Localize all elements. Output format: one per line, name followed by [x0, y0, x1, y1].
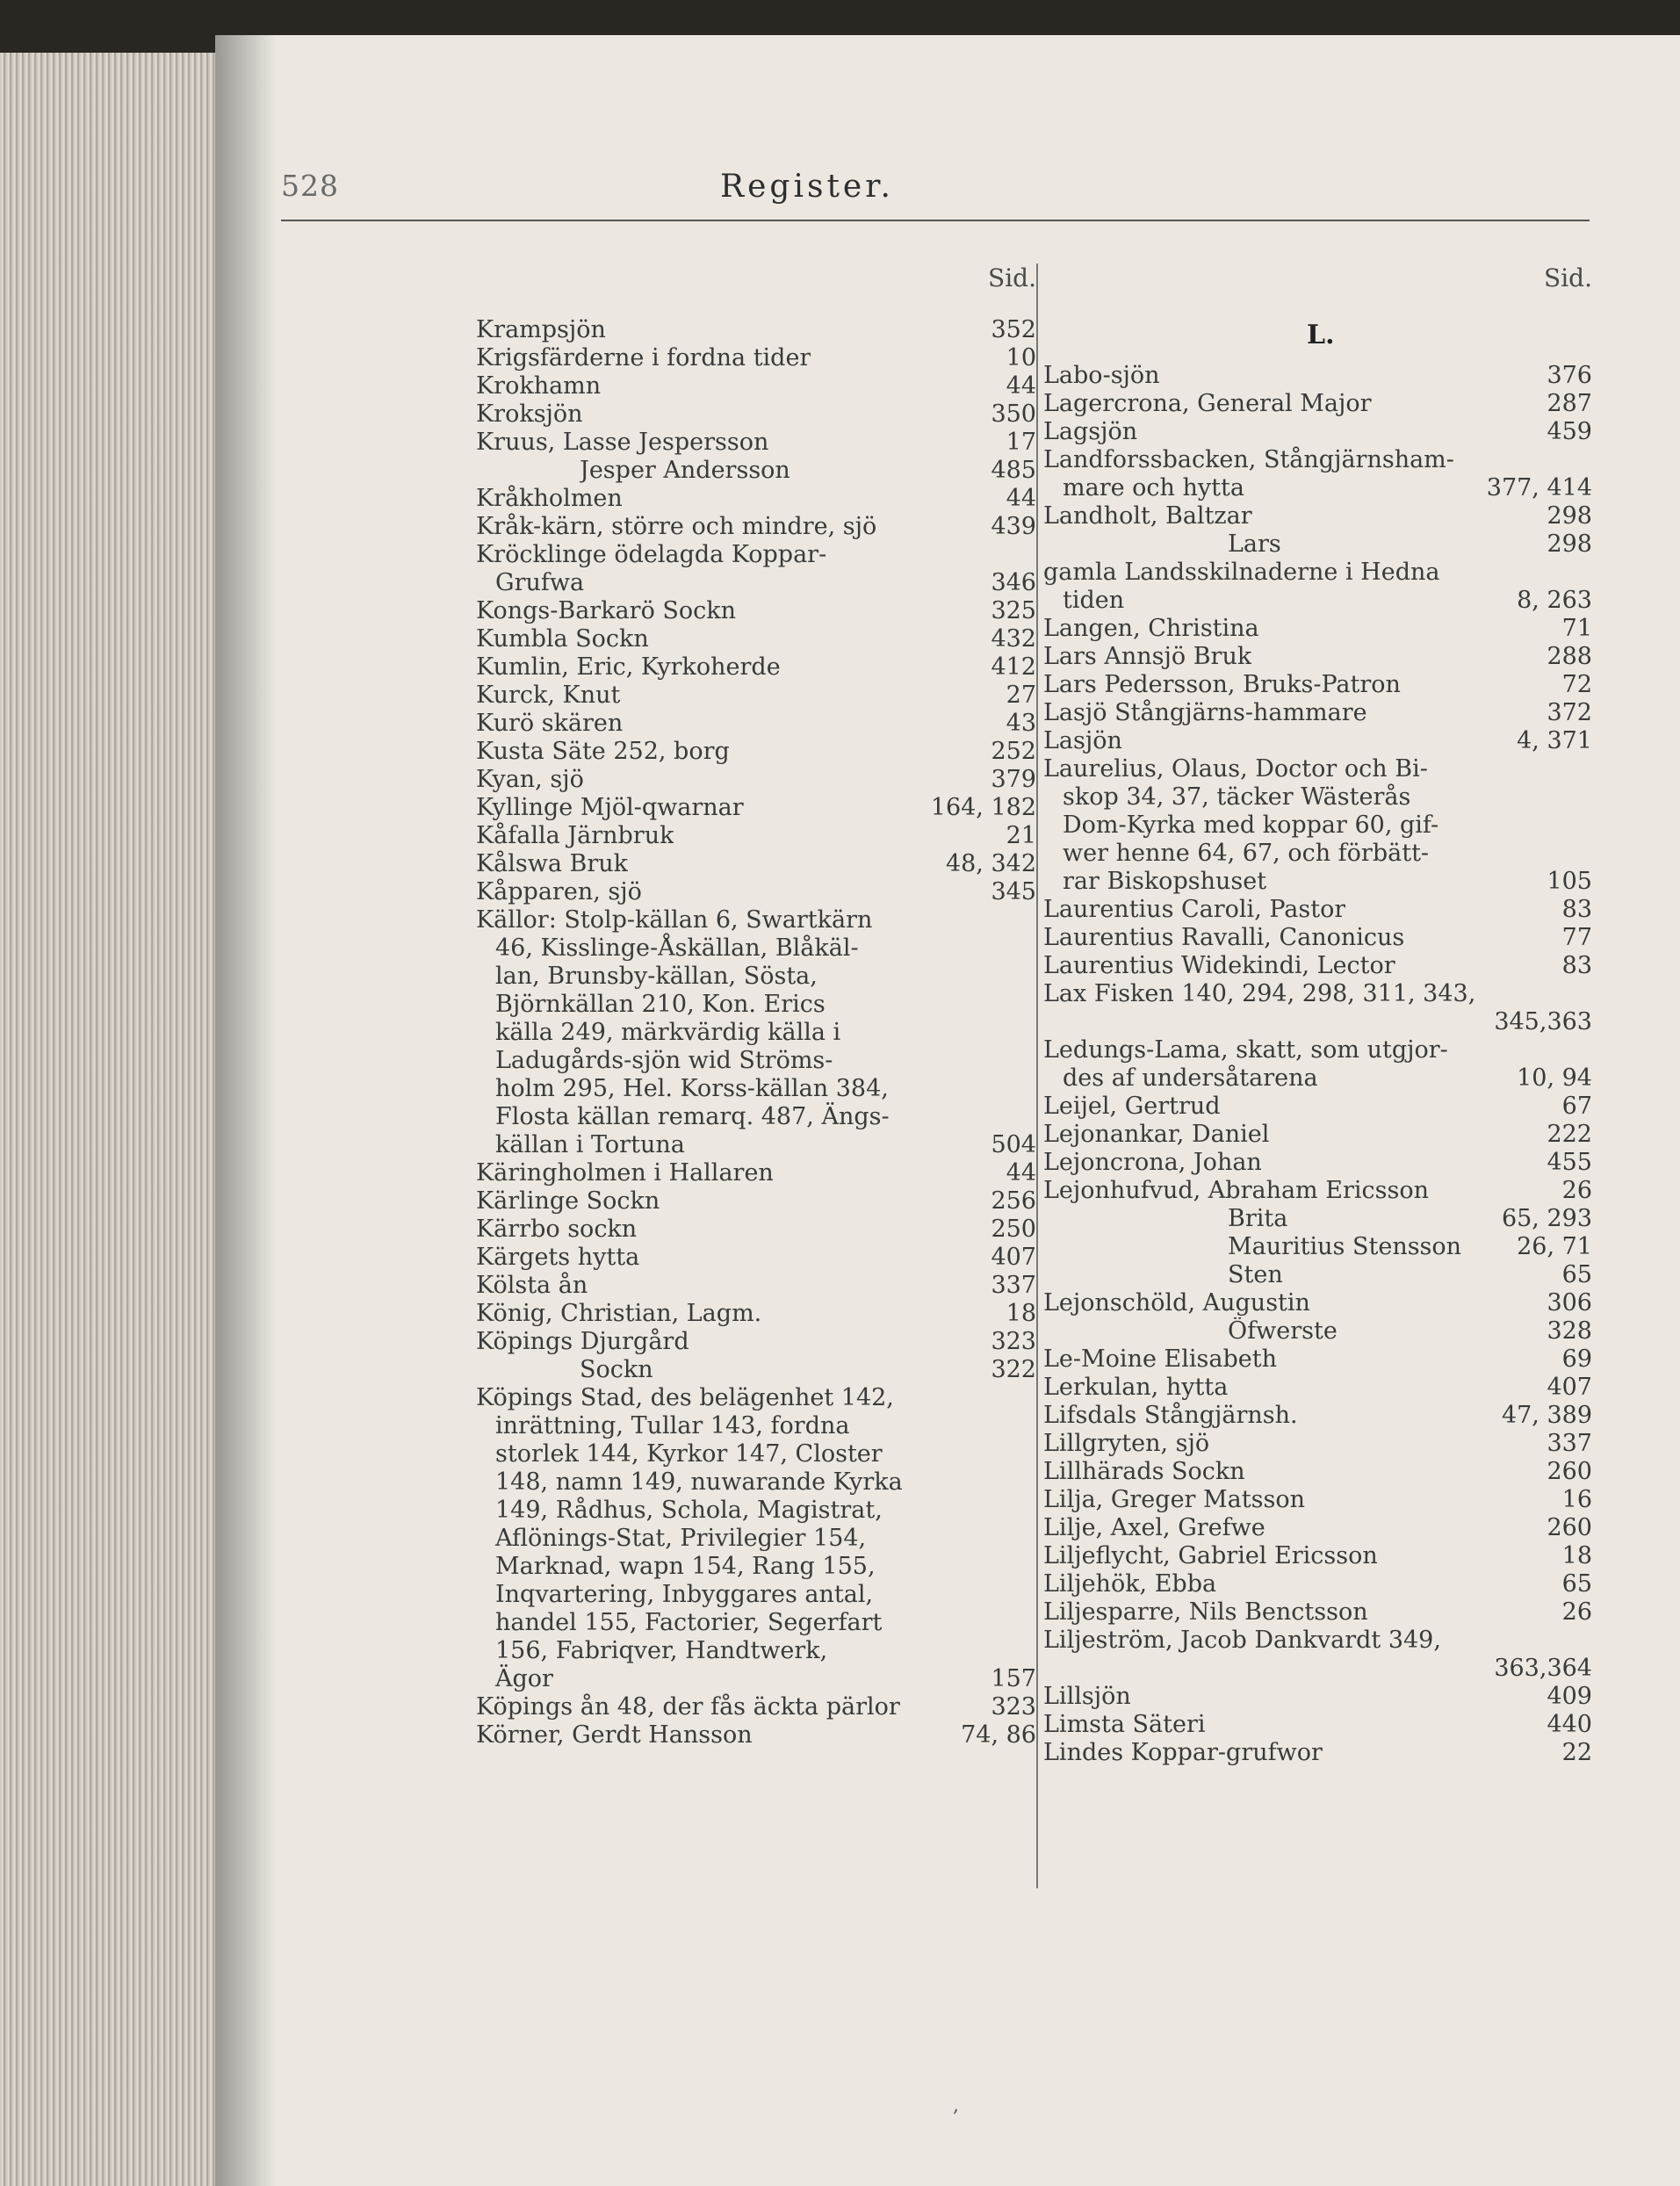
page-reference: 352	[991, 316, 1036, 343]
index-entry	[1043, 1149, 1592, 1177]
entry-text: Kärgets hytta	[476, 1244, 640, 1271]
page-reference: 10	[1006, 344, 1036, 372]
page-reference: 364	[1547, 1655, 1592, 1682]
page-reference: 18	[1006, 1300, 1036, 1327]
index-entry	[1043, 924, 1592, 952]
index-entry	[1043, 1121, 1592, 1149]
page-reference: 363	[1547, 1008, 1592, 1035]
index-entry	[281, 344, 1036, 372]
entry-text: Liljehök, Ebba	[1043, 1570, 1217, 1598]
index-entry	[281, 1300, 1036, 1328]
index-entry-continuation	[1043, 868, 1592, 896]
index-entry	[1043, 1683, 1592, 1711]
entry-text: 148, namn 149, nuwarande Kyrka	[495, 1468, 903, 1496]
page-reference: 455	[1547, 1149, 1592, 1176]
running-head: Register.	[720, 169, 894, 205]
page-reference: 65	[1561, 1570, 1592, 1598]
entry-text: Kåfalla Järnbruk	[476, 822, 674, 849]
index-entry-continuation	[281, 1553, 1036, 1581]
index-entry-continuation	[281, 1497, 1036, 1525]
index-entry	[281, 1384, 1036, 1412]
entry-text: Lagercrona, General Major	[1043, 390, 1372, 417]
entry-text: gamla Landsskilnaderne i Hedna	[1043, 559, 1440, 586]
entry-text: Lejoncrona, Johan	[1043, 1149, 1262, 1176]
spine-shadow	[215, 35, 277, 2186]
entry-text: källan i Tortuna	[495, 1131, 685, 1158]
index-subentry	[1043, 1261, 1592, 1289]
index-entry	[281, 766, 1036, 794]
page-reference: 345	[991, 878, 1036, 905]
page-reference: 22	[1561, 1739, 1592, 1766]
column-divider	[1036, 263, 1038, 1888]
index-subentry	[281, 1356, 1036, 1384]
index-entry-continuation	[281, 963, 1036, 991]
index-entry	[281, 1159, 1036, 1187]
page-reference: 504	[991, 1131, 1036, 1158]
page-reference: 83	[1561, 952, 1592, 979]
index-entry-continuation	[281, 1103, 1036, 1131]
index-subentry	[1043, 1233, 1592, 1261]
page-reference: 325	[991, 597, 1036, 624]
entry-text: Aflönings-Stat, Privilegier 154,	[495, 1525, 867, 1552]
entry-text: Kumlin, Eric, Kyrkoherde	[476, 653, 781, 681]
index-entry	[281, 429, 1036, 457]
entry-text: Krokhamn	[476, 372, 602, 400]
entry-text: 363,	[1494, 1655, 1547, 1682]
page-reference: 260	[1547, 1458, 1592, 1485]
index-entry-continuation	[281, 1047, 1036, 1075]
entry-text: Sten	[1228, 1261, 1283, 1288]
index-entry	[281, 1244, 1036, 1272]
index-entry	[281, 1721, 1036, 1750]
index-entry-continuation	[1043, 587, 1592, 615]
index-entry-continuation	[281, 1609, 1036, 1637]
page-reference: 328	[1547, 1317, 1592, 1345]
page-reference: 10, 94	[1517, 1064, 1592, 1092]
index-entry-continuation	[1043, 783, 1592, 812]
page-reference: 105	[1547, 868, 1592, 895]
entry-text: lan, Brunsby-källan, Sösta,	[495, 963, 818, 990]
page-reference: 65	[1561, 1261, 1592, 1288]
page-reference: 440	[1547, 1711, 1592, 1738]
page-reference: 18	[1561, 1542, 1592, 1569]
index-entry	[1043, 1739, 1592, 1767]
page-reference: 67	[1561, 1093, 1592, 1120]
entry-text: 345,	[1494, 1008, 1547, 1035]
entry-text: Laurentius Ravalli, Canonicus	[1043, 924, 1405, 951]
entry-text: Kålswa Bruk	[476, 850, 629, 877]
entry-text: inrättning, Tullar 143, fordna	[495, 1412, 850, 1439]
entry-text: Käringholmen i Hallaren	[476, 1159, 774, 1187]
entry-text: Kurö skären	[476, 710, 624, 737]
entry-text: Öfwerste	[1228, 1317, 1338, 1345]
entry-text: Kärlinge Sockn	[476, 1187, 660, 1215]
entry-text: holm 295, Hel. Korss-källan 384,	[495, 1075, 889, 1102]
index-entry-continuation	[281, 1468, 1036, 1497]
index-entry	[281, 400, 1036, 429]
page-reference: 47, 389	[1501, 1402, 1592, 1429]
entry-text: Lasjö Stångjärns-hammare	[1043, 699, 1367, 726]
entry-text: Liljeflycht, Gabriel Ericsson	[1043, 1542, 1378, 1569]
index-entry-continuation	[281, 1131, 1036, 1159]
index-entry-continuation	[281, 1440, 1036, 1468]
page-reference: 337	[991, 1272, 1036, 1299]
entry-text: Kölsta ån	[476, 1272, 588, 1299]
entry-text: skop 34, 37, täcker Wästerås	[1063, 783, 1411, 811]
entry-text: Kurck, Knut	[476, 682, 621, 709]
index-entry	[1043, 1289, 1592, 1317]
page-reference: 43	[1006, 710, 1036, 737]
index-subentry	[1043, 530, 1592, 559]
book-page-edges	[0, 53, 237, 2186]
entry-text: Kruus, Lasse Jespersson	[476, 429, 769, 456]
entry-text: Lax Fisken 140, 294, 298, 311, 343,	[1043, 980, 1476, 1007]
index-entry	[1043, 615, 1592, 643]
entry-text: Lilje, Axel, Grefwe	[1043, 1514, 1265, 1541]
page-reference: 350	[991, 400, 1036, 428]
entry-text: Kråkholmen	[476, 485, 623, 512]
index-entry	[281, 625, 1036, 653]
entry-text: Grufwa	[495, 569, 585, 596]
entry-text: Krigsfärderne i fordna tider	[476, 344, 811, 372]
entry-text: Lars Annsjö Bruk	[1043, 643, 1252, 670]
index-entry-continuation	[1043, 812, 1592, 840]
index-entry-continuation	[281, 934, 1036, 963]
page-reference: 48, 342	[945, 850, 1036, 877]
index-entry	[281, 878, 1036, 906]
index-entry	[1043, 1177, 1592, 1205]
entry-text: Kråk-kärn, större och mindre, sjö	[476, 513, 877, 540]
index-entries-left	[281, 316, 1036, 1750]
index-entries-right	[1043, 362, 1592, 1767]
index-entry	[1043, 1598, 1592, 1627]
entry-text: wer henne 64, 67, och förbätt-	[1063, 840, 1430, 867]
entry-text: Landforssbacken, Stångjärnsham-	[1043, 446, 1454, 473]
page-reference: 44	[1006, 1159, 1036, 1187]
index-entry-continuation	[1043, 840, 1592, 868]
index-entry-continuation	[281, 1665, 1036, 1693]
entry-text: Köpings ån 48, der fås äckta pärlor	[476, 1693, 900, 1721]
entry-text: handel 155, Factorier, Segerfart	[495, 1609, 883, 1636]
page-reference: 222	[1547, 1121, 1592, 1148]
index-entry	[1043, 643, 1592, 671]
page-reference: 44	[1006, 372, 1036, 400]
index-entry	[281, 316, 1036, 344]
page-reference: 379	[991, 766, 1036, 793]
index-entry	[1043, 1542, 1592, 1570]
entry-text: Källor: Stolp-källan 6, Swartkärn	[476, 906, 873, 934]
index-subentry	[1043, 1205, 1592, 1233]
page-number: 528	[281, 169, 339, 203]
page-reference: 256	[991, 1187, 1036, 1215]
index-entry	[281, 906, 1036, 934]
index-entry-continuation	[281, 991, 1036, 1019]
page-reference: 412	[991, 653, 1036, 681]
entry-text: Kusta Säte 252, borg	[476, 738, 730, 765]
entry-text: Lagsjön	[1043, 418, 1138, 445]
entry-text: Björnkällan 210, Kon. Erics	[495, 991, 826, 1018]
index-entry-continuation	[1043, 1064, 1592, 1093]
entry-text: Köpings Stad, des belägenhet 142,	[476, 1384, 894, 1411]
page-reference: 77	[1561, 924, 1592, 951]
index-entry	[281, 513, 1036, 541]
index-entry	[281, 710, 1036, 738]
entry-text: Langen, Christina	[1043, 615, 1259, 642]
page-reference: 157	[991, 1665, 1036, 1692]
page-reference: 376	[1547, 362, 1592, 389]
entry-text: Kongs-Barkarö Sockn	[476, 597, 737, 624]
entry-text: Leijel, Gertrud	[1043, 1093, 1221, 1120]
entry-text: König, Christian, Lagm.	[476, 1300, 762, 1327]
index-entry	[281, 1693, 1036, 1721]
index-entry	[281, 822, 1036, 850]
page-reference: 485	[991, 457, 1036, 484]
index-entry	[1043, 1374, 1592, 1402]
page-reference: 17	[1006, 429, 1036, 456]
index-entry	[281, 372, 1036, 400]
entry-text: mare och hytta	[1063, 474, 1244, 501]
index-entry	[281, 1272, 1036, 1300]
page-reference: 323	[991, 1693, 1036, 1721]
page-reference: 459	[1547, 418, 1592, 445]
page-reference: 407	[1547, 1374, 1592, 1401]
index-entry-continuation	[281, 569, 1036, 597]
entry-text: Limsta Säteri	[1043, 1711, 1206, 1738]
index-entry	[1043, 1346, 1592, 1374]
index-entry-continuation	[281, 1581, 1036, 1609]
index-entry	[1043, 699, 1592, 727]
index-entry	[1043, 952, 1592, 980]
entry-text: Brita	[1228, 1205, 1288, 1232]
entry-text: Liljeström, Jacob Dankvardt 349,	[1043, 1627, 1441, 1654]
entry-text: Marknad, wapn 154, Rang 155,	[495, 1553, 876, 1580]
index-entry	[1043, 980, 1592, 1008]
index-entry	[281, 738, 1036, 766]
entry-text: Flosta källan remarq. 487, Ängs-	[495, 1103, 890, 1130]
index-entry	[1043, 502, 1592, 530]
index-entry	[1043, 727, 1592, 755]
page-reference: 26	[1561, 1177, 1592, 1204]
entry-text: Krampsjön	[476, 316, 606, 343]
entry-text: des af undersåtarena	[1063, 1064, 1318, 1092]
page-reference: 298	[1547, 530, 1592, 558]
entry-text: Jesper Andersson	[580, 457, 790, 484]
index-entry	[281, 541, 1036, 569]
entry-text: Lillsjön	[1043, 1683, 1131, 1710]
page-reference: 65, 293	[1501, 1205, 1592, 1232]
index-entry	[281, 1328, 1036, 1356]
entry-text: Laurentius Caroli, Pastor	[1043, 896, 1346, 923]
index-entry	[1043, 1093, 1592, 1121]
index-entry	[281, 682, 1036, 710]
entry-text: Kärrbo sockn	[476, 1216, 638, 1243]
entry-text: Lejonankar, Daniel	[1043, 1121, 1270, 1148]
entry-text: Lillgryten, sjö	[1043, 1430, 1210, 1457]
index-entry	[281, 850, 1036, 878]
page-reference: 164, 182	[930, 794, 1036, 821]
page-reference: 432	[991, 625, 1036, 653]
page-reference: 72	[1561, 671, 1592, 698]
page-reference: 260	[1547, 1514, 1592, 1541]
entry-text: Ledungs-Lama, skatt, som utgjor-	[1043, 1036, 1448, 1064]
entry-text: rar Biskopshuset	[1063, 868, 1267, 895]
index-entry	[281, 1187, 1036, 1216]
page-reference: 409	[1547, 1683, 1592, 1710]
entry-text: Lars	[1228, 530, 1281, 558]
entry-text: storlek 144, Kyrkor 147, Closter	[495, 1440, 883, 1468]
section-letter: L.	[1307, 320, 1335, 350]
page-reference: 306	[1547, 1289, 1592, 1317]
entry-text: Lejonschöld, Augustin	[1043, 1289, 1310, 1317]
entry-text: Kyan, sjö	[476, 766, 584, 793]
header-rule	[281, 220, 1590, 221]
index-entry	[1043, 1430, 1592, 1458]
page-reference: 74, 86	[961, 1721, 1036, 1749]
entry-text: Le-Moine Elisabeth	[1043, 1346, 1277, 1373]
page-reference: 44	[1006, 485, 1036, 512]
entry-text: Kroksjön	[476, 400, 583, 428]
page-reference: 322	[991, 1356, 1036, 1383]
page-reference: 69	[1561, 1346, 1592, 1373]
index-entry	[281, 794, 1036, 822]
entry-text: Laurelius, Olaus, Doctor och Bi-	[1043, 755, 1428, 783]
entry-text: Ägor	[495, 1665, 553, 1692]
index-entry	[1043, 896, 1592, 924]
page-header	[281, 169, 1590, 213]
entry-text: Lejonhufvud, Abraham Ericsson	[1043, 1177, 1429, 1204]
sid-label-left: Sid.	[988, 263, 1036, 292]
entry-text: Lerkulan, hytta	[1043, 1374, 1229, 1401]
page-reference: 337	[1547, 1430, 1592, 1457]
page-reference: 323	[991, 1328, 1036, 1355]
entry-text: källa 249, märkvärdig källa i	[495, 1019, 841, 1046]
sid-label-right: Sid.	[1544, 263, 1592, 292]
entry-text: Lillhärads Sockn	[1043, 1458, 1245, 1485]
page-reference: 287	[1547, 390, 1592, 417]
entry-text: 149, Rådhus, Schola, Magistrat,	[495, 1497, 883, 1524]
index-entry	[281, 653, 1036, 682]
index-entry	[1043, 1514, 1592, 1542]
page-reference: 288	[1547, 643, 1592, 670]
page-reference: 439	[991, 513, 1036, 540]
page-reference: 27	[1006, 682, 1036, 709]
entry-text: Inqvartering, Inbyggares antal,	[495, 1581, 874, 1608]
index-entry-continuation	[1043, 1008, 1592, 1036]
entry-text: Laurentius Widekindi, Lector	[1043, 952, 1395, 979]
index-entry	[1043, 362, 1592, 390]
page-reference: 346	[991, 569, 1036, 596]
entry-text: Liljesparre, Nils Benctsson	[1043, 1598, 1368, 1626]
entry-text: Labo-sjön	[1043, 362, 1160, 389]
page-reference: 71	[1561, 615, 1592, 642]
page-reference: 26, 71	[1517, 1233, 1592, 1260]
page-reference: 252	[991, 738, 1036, 765]
entry-text: Ladugårds-sjön wid Ströms-	[495, 1047, 833, 1074]
entry-text: 46, Kisslinge-Åskällan, Blåkäl-	[495, 934, 859, 962]
page-reference: 26	[1561, 1598, 1592, 1626]
entry-text: Landholt, Baltzar	[1043, 502, 1252, 530]
entry-text: tiden	[1063, 587, 1125, 614]
page-reference: 250	[991, 1216, 1036, 1243]
page-reference: 407	[991, 1244, 1036, 1271]
index-entry	[1043, 755, 1592, 783]
index-entry	[1043, 418, 1592, 446]
page-reference: 372	[1547, 699, 1592, 726]
index-entry	[1043, 1036, 1592, 1064]
page-reference: 298	[1547, 502, 1592, 530]
page-reference: 377, 414	[1486, 474, 1592, 501]
entry-text: Kumbla Sockn	[476, 625, 649, 653]
index-subentry	[1043, 1317, 1592, 1346]
page-reference: 83	[1561, 896, 1592, 923]
index-entry	[1043, 671, 1592, 699]
index-entry-continuation	[281, 1525, 1036, 1553]
index-entry-continuation	[281, 1637, 1036, 1665]
page-reference: 8, 263	[1517, 587, 1592, 614]
entry-text: Körner, Gerdt Hansson	[476, 1721, 753, 1749]
page-reference: 4, 371	[1517, 727, 1592, 754]
entry-text: Kyllinge Mjöl-qwarnar	[476, 794, 744, 821]
entry-text: Lindes Koppar-grufwor	[1043, 1739, 1323, 1766]
index-entry-continuation	[1043, 1655, 1592, 1683]
entry-text: Lilja, Greger Matsson	[1043, 1486, 1305, 1513]
index-entry	[1043, 1402, 1592, 1430]
entry-text: Kröcklinge ödelagda Koppar-	[476, 541, 827, 568]
entry-text: Sockn	[580, 1356, 653, 1383]
index-entry	[281, 1216, 1036, 1244]
index-entry-continuation	[281, 1412, 1036, 1440]
index-entry	[1043, 1711, 1592, 1739]
entry-text: Lifsdals Stångjärnsh.	[1043, 1402, 1298, 1429]
index-entry	[1043, 390, 1592, 418]
index-entry	[1043, 1486, 1592, 1514]
entry-text: 156, Fabriqver, Handtwerk,	[495, 1637, 828, 1664]
entry-text: Lars Pedersson, Bruks-Patron	[1043, 671, 1401, 698]
index-entry	[1043, 1570, 1592, 1598]
index-entry	[1043, 1627, 1592, 1655]
footer-mark: ,	[953, 2095, 959, 2117]
page-reference: 21	[1006, 822, 1036, 849]
entry-text: Köpings Djurgård	[476, 1328, 689, 1355]
entry-text: Dom-Kyrka med koppar 60, gif-	[1063, 812, 1439, 839]
index-entry-continuation	[1043, 474, 1592, 502]
index-subentry	[281, 457, 1036, 485]
index-entry	[281, 485, 1036, 513]
entry-text: Kåpparen, sjö	[476, 878, 642, 905]
index-entry	[1043, 1458, 1592, 1486]
index-entry-continuation	[281, 1019, 1036, 1047]
page-reference: 16	[1561, 1486, 1592, 1513]
index-entry-continuation	[281, 1075, 1036, 1103]
index-entry	[281, 597, 1036, 625]
entry-text: Mauritius Stensson	[1228, 1233, 1462, 1260]
index-entry	[1043, 446, 1592, 474]
index-entry	[1043, 559, 1592, 587]
entry-text: Lasjön	[1043, 727, 1122, 754]
